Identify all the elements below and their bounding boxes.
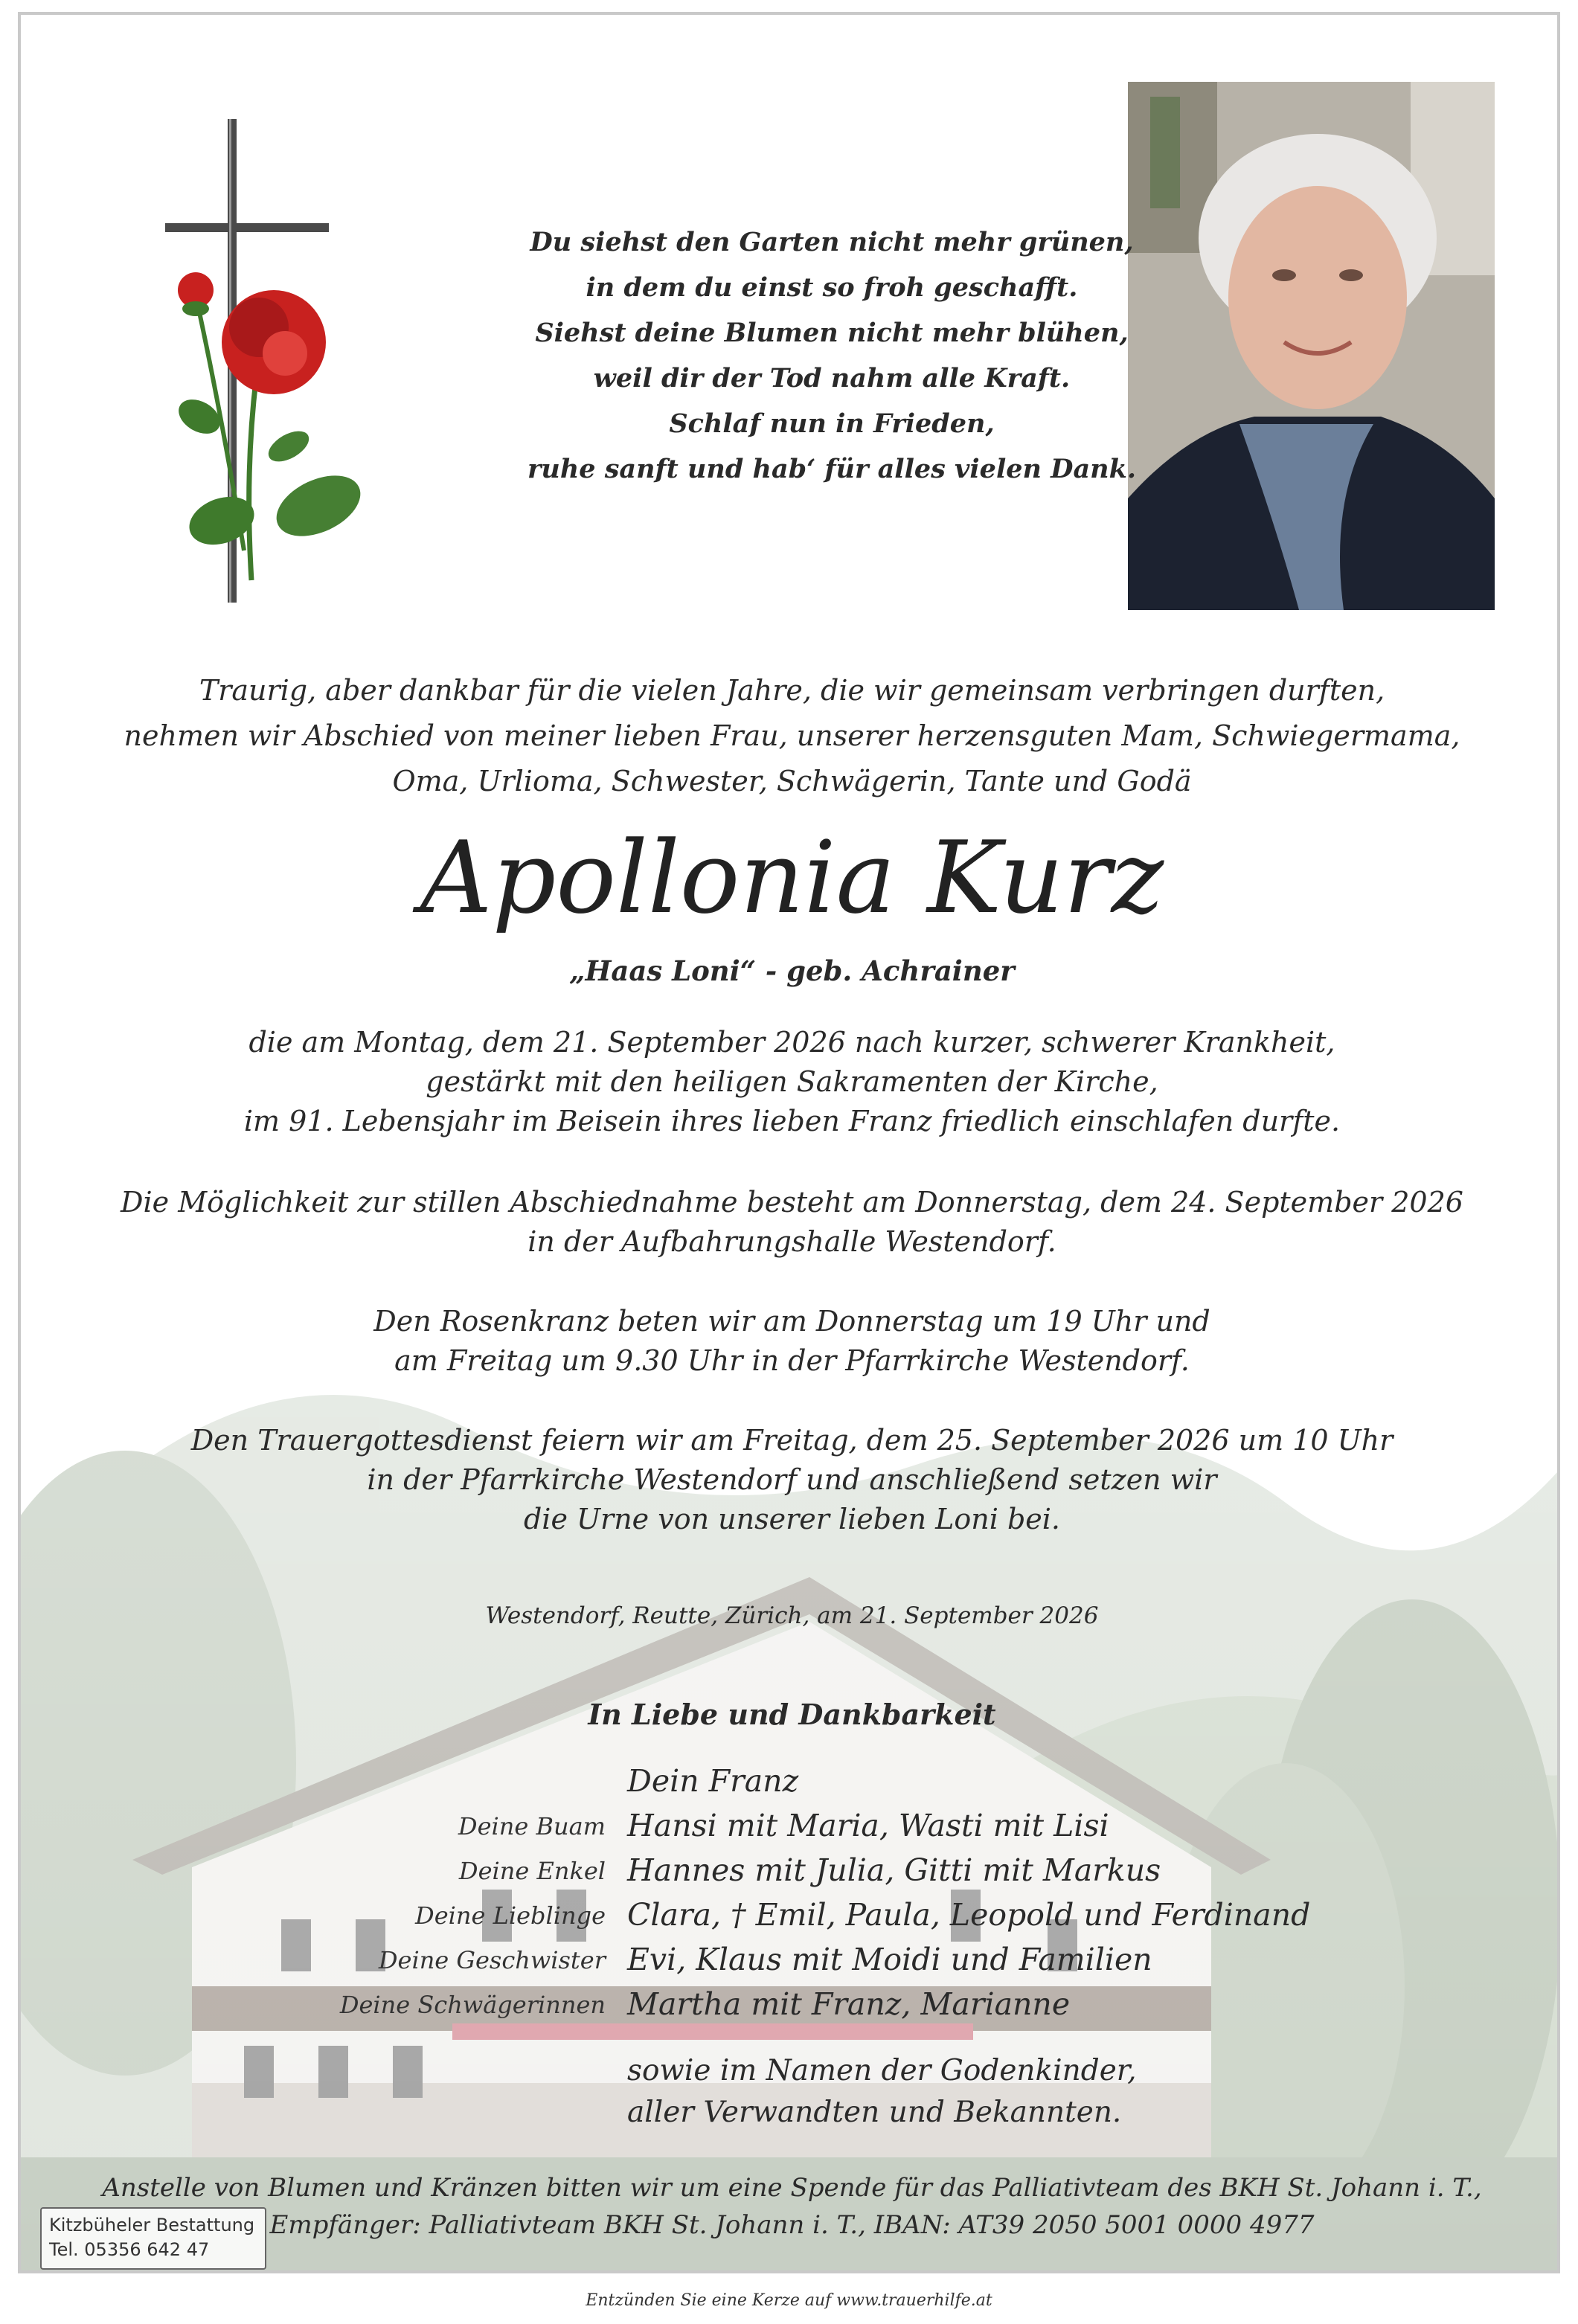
- farewell-paragraph: [95, 1183, 1489, 1262]
- paragraph-line: die am Montag, dem 21. September 2026 nach kurzer, schwerer Krankheit,: [248, 1026, 1335, 1059]
- obituary-frame: [18, 12, 1560, 2273]
- paragraph-line: in der Aufbahrungshalle Westendorf.: [527, 1225, 1056, 1258]
- family-names: Martha mit Franz, Marianne: [627, 1986, 1071, 2022]
- family-label: Deine Enkel: [458, 1857, 606, 1885]
- paragraph-line: gestärkt mit den heiligen Sakramenten der Kirche,: [426, 1065, 1158, 1098]
- paragraph-line: die Urne von unserer lieben Loni bei.: [523, 1503, 1061, 1535]
- footer-candle-link[interactable]: Entzünden Sie eine Kerze auf www.trauerhilfe.at: [586, 2291, 992, 2310]
- nickname-maiden-name: „Haas Loni“ - geb. Achrainer: [569, 954, 1015, 987]
- poem-line: in dem du einst so froh geschafft.: [586, 272, 1078, 303]
- family-names: Hansi mit Maria, Wasti mit Lisi: [627, 1808, 1109, 1843]
- paragraph-line: am Freitag um 9.30 Uhr in der Pfarrkirche Westendorf.: [394, 1344, 1190, 1377]
- paragraph-line: Den Rosenkranz beten wir am Donnerstag um 19 Uhr und: [373, 1305, 1210, 1338]
- family-label: Deine Lieblinge: [415, 1901, 606, 1930]
- rosary-paragraph: [95, 1302, 1489, 1381]
- paragraph-line: im 91. Lebensjahr im Beisein ihres lieben Franz friedlich einschlafen durfte.: [243, 1105, 1341, 1137]
- closing-line: aller Verwandten und Bekannten.: [627, 2096, 1122, 2129]
- family-label: Deine Geschwister: [378, 1946, 606, 1974]
- family-names: Evi, Klaus mit Moidi und Familien: [627, 1942, 1152, 1977]
- poem: [348, 219, 1315, 492]
- place-and-date: Westendorf, Reutte, Zürich, am 21. September 2026: [485, 1602, 1099, 1629]
- family-names: Dein Franz: [627, 1763, 799, 1799]
- paragraph-line: Die Möglichkeit zur stillen Abschiednahme besteht am Donnerstag, dem 24. September 2026: [121, 1186, 1463, 1219]
- deceased-name: Apollonia Kurz: [420, 820, 1164, 936]
- mourners-heading: In Liebe und Dankbarkeit: [588, 1698, 996, 1731]
- closing-text: [627, 2050, 1137, 2134]
- donation-notice: [95, 2169, 1489, 2244]
- closing-line: sowie im Namen der Godenkinder,: [627, 2054, 1137, 2087]
- intro-line: Oma, Urlioma, Schwester, Schwägerin, Tante und Godä: [392, 765, 1192, 797]
- donation-line: Empfänger: Palliativteam BKH St. Johann i. T., IBAN: AT39 2050 5001 0000 4977: [269, 2210, 1315, 2240]
- death-notice-paragraph: [95, 1023, 1489, 1141]
- intro-line: nehmen wir Abschied von meiner lieben Frau, unserer herzensguten Mam, Schwiegermama,: [124, 719, 1460, 752]
- family-label: Deine Buam: [458, 1812, 606, 1840]
- poem-line: Siehst deine Blumen nicht mehr blühen,: [535, 318, 1129, 348]
- paragraph-line: in der Pfarrkirche Westendorf und anschließend setzen wir: [367, 1463, 1217, 1496]
- poem-line: weil dir der Tod nahm alle Kraft.: [593, 363, 1071, 394]
- funeral-home-phone: Tel. 05356 642 47: [49, 2239, 210, 2260]
- family-label: Deine Schwägerinnen: [339, 1991, 606, 2019]
- intro-line: Traurig, aber dankbar für die vielen Jahre, die wir gemeinsam verbringen durften,: [199, 674, 1385, 707]
- donation-line: Anstelle von Blumen und Kränzen bitten wir um eine Spende für das Palliativteam des BKH St. Johann i. T.,: [102, 2173, 1482, 2203]
- intro-text: [95, 668, 1489, 804]
- paragraph-line: Den Trauergottesdienst feiern wir am Freitag, dem 25. September 2026 um 10 Uhr: [190, 1424, 1393, 1457]
- family-names: Clara, † Emil, Paula, Leopold und Ferdinand: [627, 1897, 1311, 1933]
- poem-line: Du siehst den Garten nicht mehr grünen,: [530, 227, 1134, 257]
- family-names: Hannes mit Julia, Gitti mit Markus: [627, 1852, 1161, 1888]
- funeral-home-stamp: [40, 2207, 266, 2270]
- poem-line: ruhe sanft und hab‘ für alles vielen Dank.: [527, 454, 1137, 484]
- poem-line: Schlaf nun in Frieden,: [669, 408, 995, 439]
- funeral-home-name: Kitzbüheler Bestattung: [49, 2215, 255, 2235]
- funeral-service-paragraph: [95, 1421, 1489, 1539]
